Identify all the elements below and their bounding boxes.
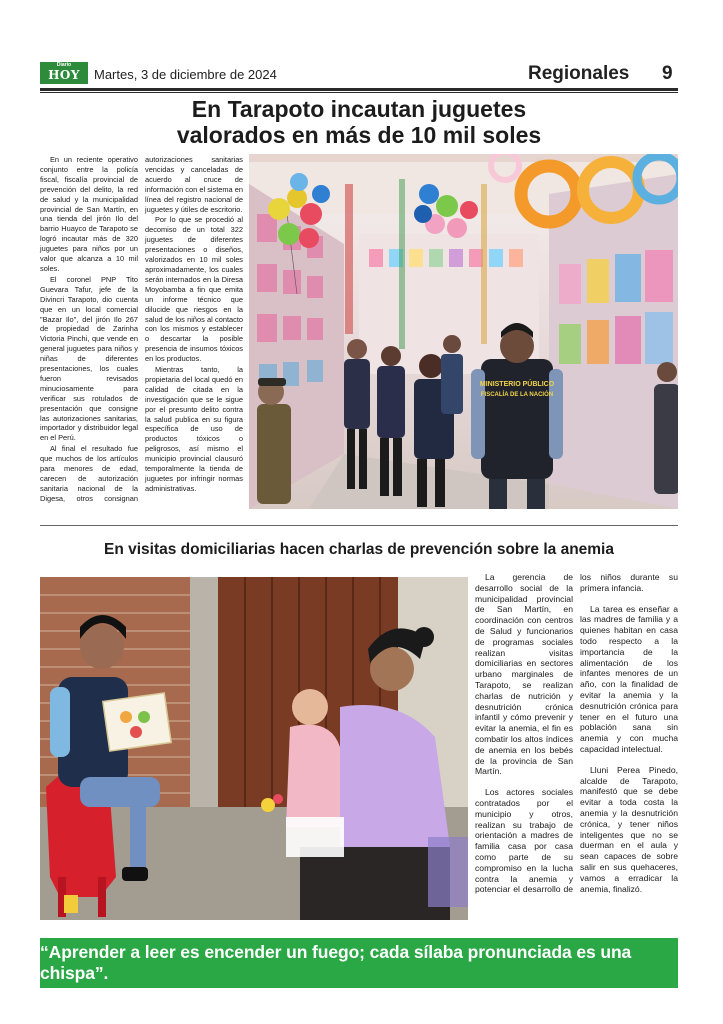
vest-text-2: FISCALÍA DE LA NACIÓN — [480, 392, 554, 398]
header-rule — [40, 88, 678, 91]
quote-text: “Aprender a leer es encender un fuego; cada sílaba pronunciada es una chispa”. — [40, 942, 632, 983]
logo-small-text: Diario — [56, 62, 72, 68]
article2-paragraph: Los actores sociales contratados por el municipio y otros, realizan su trabajo de orientación a madres de familia casa por casa como parte de su compromiso en la lucha contra la anemia y potenciar el desarrollo de los niños durante su primera infancia. — [475, 572, 678, 895]
article2-paragraph: La tarea es enseñar a las madres de familia y a quienes habitan en casa todo respecto a la importancia de la alimentación de los infantes menores de un año, con la finalidad de evitar la anemia y la desnutrición crónica para tener en el futuro una población sana sin anemia y con mucha capacidad intelectual. — [580, 603, 678, 754]
article1-paragraph: El coronel PNP Tito Guevara Tafur, jefe de la Divincri Tarapoto, dio cuenta que en un local comercial "Bazar Ilo", del jirón Ilo 267 de propiedad de Zarinha Victoria Pinchi, que vende en general juguetes para niños y niñas de diferentes presentaciones, los cuales fueron revisados minuciosamente para verificar sus rotulados de presentación que consigne las autorizaciones sanitarias, importador y distribuidor legal en el Perú. — [40, 274, 138, 443]
issue-date: Martes, 3 de diciembre de 2024 — [94, 67, 277, 82]
article1-headline-line2: valorados en más de 10 mil soles — [176, 122, 542, 148]
logo-text: HOY — [48, 68, 80, 82]
section-title: Regionales — [528, 63, 630, 84]
article1-paragraph: Al final el resultado fue que muchos de los artículos para menores de edad, carecen de autorización sanitaria nacional de la Digesa, otros consignan autorizaciones sanitarias vencidas y canceladas de acuerdo al cruce de información con el sistema en línea del registro nacional de juguetes y útiles de escritorio. — [40, 155, 243, 503]
quote-banner — [40, 938, 678, 988]
home-visit-photo — [40, 577, 468, 920]
home-visit-illustration — [40, 577, 468, 920]
article-divider — [40, 525, 678, 526]
newspaper-logo — [40, 62, 88, 84]
article1-body — [40, 155, 243, 515]
article1-paragraph: Mientras tanto, la propietaria del local quedó en calidad de citada en la investigación que se le sigue por el presunto delito contra la salud publica en su figura específica de uso de productos tóxicos o peligrosos, así mismo el municipio provincial clausuró temporalmente la tienda de juguetes por infringir normas administrativas. — [145, 365, 243, 493]
article1-paragraph: Por lo que se procedió al decomiso de un total 322 juguetes de diferentes presentaciones o diseños, valorizados en 10 mil soles aproximadamente, los cuales serán internados en la Diresa Moyobamba a fin que emita un informe técnico que dilucide que riesgos en la salud de los niños al contacto con los mismos y establecer o descartar la posible presencia de insumos tóxicos en los productos. — [145, 215, 243, 364]
header-rule-thin — [40, 92, 678, 93]
article1-paragraph: En un reciente operativo conjunto entre la policía fiscal, fiscalía provincial de prevención del delito, la red de salud y la municipalidad provincial de San Martín, en una tienda del jirón Ilo del barrio Huayco de Tarapoto se logró incautar más de 320 juguetes para niños por un valor que alcanza a 10 mil soles. — [40, 155, 138, 273]
toy-store-photo — [249, 154, 678, 509]
article1-headline-line1: En Tarapoto incautan juguetes — [191, 96, 527, 122]
article2-paragraph: La gerencia de desarrollo social de la municipalidad provincial de San Martín, en coordinación con centros de Salud y funcionarios de programas sociales realizan visitas domiciliarias en sectores urbano marginales de Tarapoto, se realizan charlas de nutrición y desnutrición crónica infantil y cómo prevenir y evitar la anemia, el fin es combatir los altos índices de anemia en los bebés de la provincia de San Martín. — [475, 572, 573, 777]
article2-paragraph: Lluni Perea Pinedo, alcalde de Tarapoto, manifestó que se debe evitar a toda costa la anemia y la desnutrición crónica, y tener niños inteligentes que no se duerman en el aula y sean capaces de sobre salir en sus quehaceres, vamos a erradicar la anemia, finalizó. — [580, 764, 678, 894]
article1-headline — [40, 96, 678, 148]
toy-store-illustration — [249, 154, 678, 509]
article2-body — [475, 572, 678, 922]
vest-text-1: MINISTERIO PÚBLICO — [479, 381, 555, 388]
article2-headline: En visitas domiciliarias hacen charlas de prevención sobre la anemia — [103, 541, 614, 558]
page-number: 9 — [662, 63, 673, 84]
